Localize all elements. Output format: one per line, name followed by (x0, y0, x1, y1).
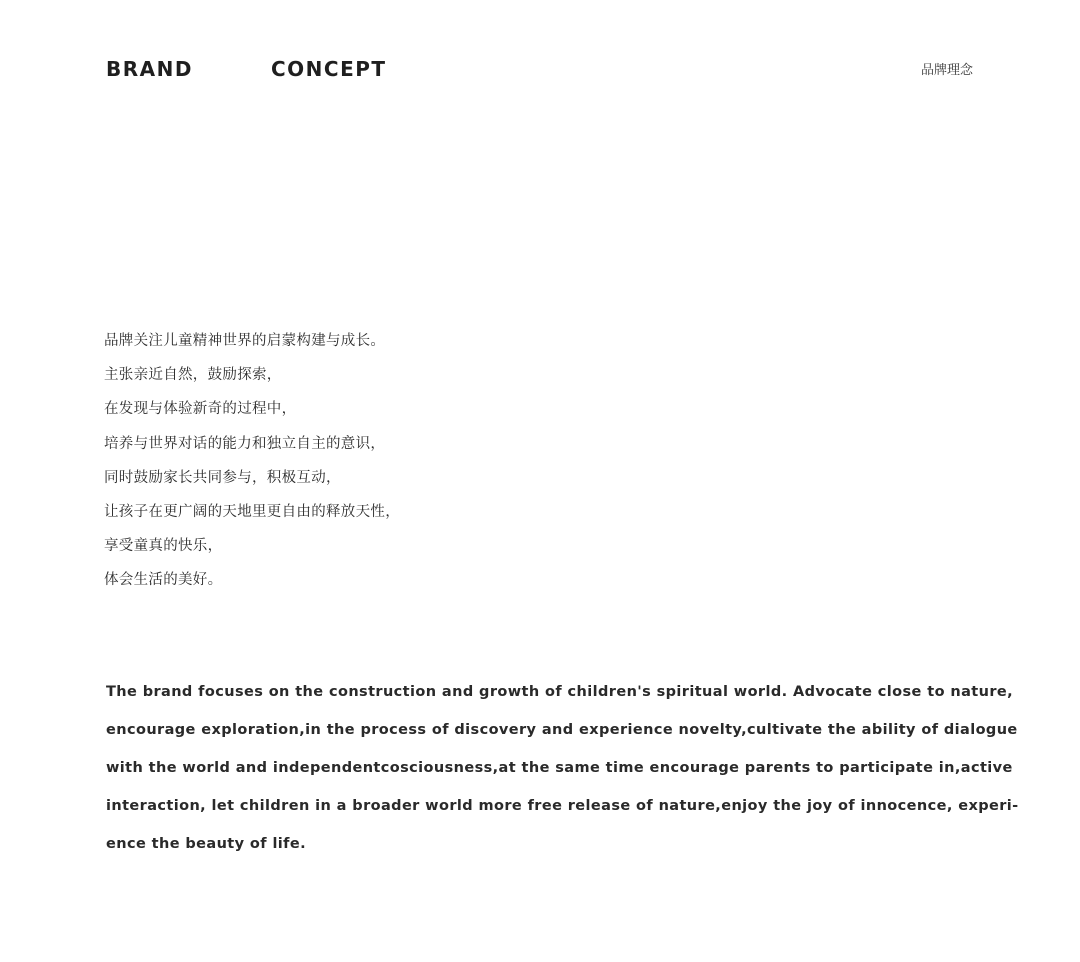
chinese-line: 培养与世界对话的能力和独立自主的意识， (104, 435, 386, 452)
chinese-line: 体会生活的美好。 (104, 572, 223, 589)
english-line: interaction, let children in a broader world more free release of nature,enjoy the joy of innocence, experi- (106, 798, 1019, 814)
chinese-line: 享受童真的快乐， (104, 538, 223, 555)
heading-brand: BRAND (106, 57, 193, 81)
chinese-line: 让孩子在更广阔的天地里更自由的释放天性， (104, 503, 400, 520)
heading-chinese-title: 品牌理念 (920, 63, 973, 78)
english-line: with the world and independentcosciousness,at the same time encourage parents to participate in,active (106, 760, 1013, 776)
english-line: The brand focuses on the construction and growth of children's spiritual world. Advocate close to nature, (106, 684, 1014, 700)
heading-concept: CONCEPT (271, 57, 387, 81)
chinese-paragraph (104, 329, 400, 603)
chinese-line: 同时鼓励家长共同参与，积极互动， (104, 469, 341, 486)
english-line: ence the beauty of life. (106, 836, 307, 852)
english-line: encourage exploration,in the process of discovery and experience novelty,cultivate the ability of dialogue (106, 722, 1018, 738)
chinese-line: 主张亲近自然，鼓励探索， (104, 367, 282, 384)
chinese-line: 品牌关注儿童精神世界的启蒙构建与成长。 (104, 333, 386, 349)
chinese-line: 在发现与体验新奇的过程中， (104, 401, 297, 418)
english-paragraph (106, 673, 1019, 863)
